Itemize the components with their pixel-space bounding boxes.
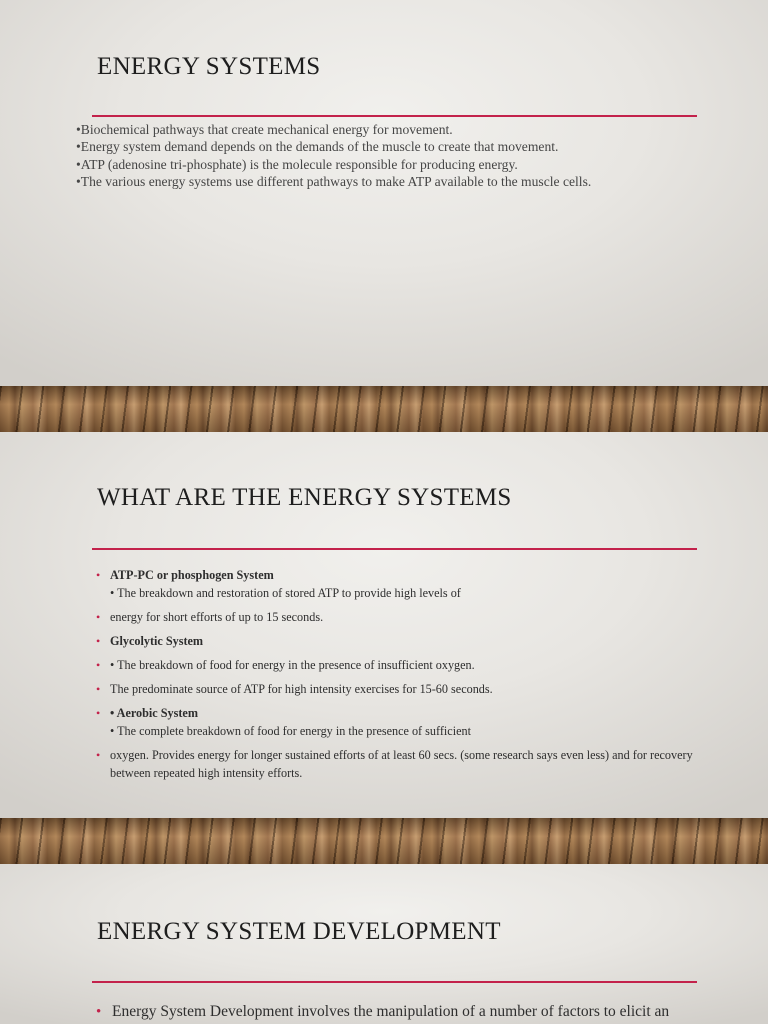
item-text: The predominate source of ATP for high intensity exercises for 15-60 seconds.: [110, 682, 493, 696]
list-item: [96, 680, 696, 698]
item-text: Energy System Development involves the manipulation of a number of factors to elicit an: [112, 1003, 670, 1020]
title-divider: [92, 981, 697, 983]
list-item: [96, 1002, 716, 1022]
list-item: •Biochemical pathways that create mechanical energy for movement.: [76, 122, 453, 137]
list-item: [96, 656, 696, 674]
item-prefix: •: [110, 706, 117, 720]
list-item: [96, 746, 696, 782]
wood-floor-divider: [0, 386, 768, 432]
slide-energy-system-development: [0, 864, 768, 1024]
slide-title: ENERGY SYSTEM DEVELOPMENT: [97, 918, 501, 945]
list-item-aerobic: [96, 704, 696, 740]
item-text: • The breakdown of food for energy in the presence of insufficient oxygen.: [110, 658, 475, 672]
intro-list: [76, 121, 591, 190]
bullet-icon: •: [96, 1004, 102, 1020]
list-item: [96, 608, 696, 626]
bullet-icon: •: [96, 568, 101, 582]
development-list: [96, 1002, 716, 1022]
item-text: • The breakdown and restoration of stored ATP to provide high levels of: [110, 586, 461, 600]
list-item: •The various energy systems use different pathways to make ATP available to the muscle cells.: [76, 173, 592, 189]
bullet-icon: •: [96, 634, 101, 648]
wood-floor-divider: [0, 818, 768, 864]
list-item: •ATP (adenosine tri-phosphate) is the molecule responsible for producing energy.: [76, 156, 518, 172]
item-heading: ATP-PC or phosphogen System: [110, 568, 274, 582]
item-text: oxygen. Provides energy for longer sustained efforts of at least 60 secs. (some research says even less) and for recovery between repeated high intensity efforts.: [110, 748, 693, 780]
bullet-icon: •: [96, 658, 101, 672]
bullet-icon: •: [96, 706, 101, 720]
item-text: energy for short efforts of up to 15 seconds.: [110, 610, 324, 624]
title-divider: [92, 115, 697, 117]
energy-systems-list: [96, 566, 696, 782]
list-item-atp-pc: [96, 566, 696, 602]
slide-energy-systems: [0, 0, 768, 386]
list-item: •Energy system demand depends on the demands of the muscle to create that movement.: [76, 139, 559, 155]
slide-title: WHAT ARE THE ENERGY SYSTEMS: [97, 484, 512, 511]
bullet-icon: •: [96, 682, 101, 696]
title-divider: [92, 548, 697, 550]
item-text: • The complete breakdown of food for energy in the presence of sufficient: [110, 724, 471, 738]
bullet-icon: •: [96, 748, 101, 762]
item-heading: Glycolytic System: [110, 634, 204, 648]
list-item-glycolytic: [96, 632, 696, 650]
item-heading: Aerobic System: [116, 706, 198, 720]
slide-title: ENERGY SYSTEMS: [97, 53, 321, 80]
bullet-icon: •: [96, 610, 101, 624]
